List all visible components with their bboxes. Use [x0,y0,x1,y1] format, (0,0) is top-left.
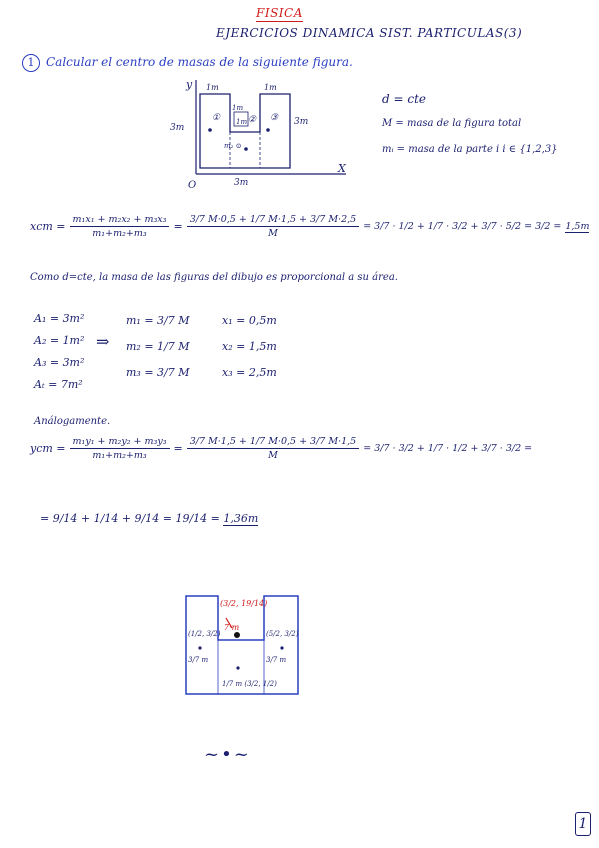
eq-ycm2-result: 1,36m [223,512,259,525]
problem-statement [22,54,353,72]
part-label-1: ① [212,113,221,123]
eq-ycm-num2: 3/7 M·1,5 + 1/7 M·0,5 + 3/7 M·1,5 [187,436,360,449]
eq-xcm-num2: 3/7 M·0,5 + 1/7 M·1,5 + 3/7 M·2,5 [187,214,360,227]
eq-xcm: xcm = $\frac{\text{m₁x₁ + m₂x₂ + m₃x₃}}{\text{m₁+m₂+m₃}}$ = $\frac{3/7 M\cdot 0,5 + 1/7 M\cdot 1,5 + 3/7 M\cdot 2,5}{M}$ = 3/7 · 1/2 + 1/7 · 3/2 + 3/7 · 5/2 = 3/2 = 1,5m [30,214,590,239]
eq-ycm2-text: = 9/14 + 1/14 + 9/14 = 19/14 = [40,512,224,525]
masses-column [126,308,190,386]
analog-heading: Análogamente. [34,416,111,427]
u-shape-outline [200,94,290,168]
eq-xcm-den: m₁+m₂+m₃ [92,228,147,239]
cm-point [234,632,240,638]
subject-title: FISICA [256,6,303,20]
x-3: x₃ = 2,5m [222,366,277,379]
dim-top-right: 1m [264,83,277,92]
eq-ycm-rest: = 3/7 · 3/2 + 1/7 · 1/2 + 3/7 · 3/2 = [363,443,533,454]
problem-text: Calcular el centro de masas de la siguiente figura. [46,55,353,69]
cm-label: (3/2, 19/14) [220,599,268,608]
mass-2: m₂ = 1/7 M [126,340,190,353]
part-label-3: ③ [270,113,279,123]
proportional-paragraph: Como d=cte, la masa de las figuras del dibujo es proporcional a su área. [30,272,398,283]
area-1: A₁ = 3m² [34,312,85,325]
note-M-def: M = masa de la figura total [382,118,522,129]
eq-xcm-den2: M [268,228,278,239]
eq-ycm-lhs: ycm = [30,442,66,455]
eq-ycm-den: m₁+m₂+m₃ [92,450,147,461]
page-number: 1 [575,812,591,836]
figure-2 [180,590,306,700]
bottom-point [236,666,239,669]
x-2: x₂ = 1,5m [222,340,277,353]
area-2: A₂ = 1m² [34,334,85,347]
mass-1: m₁ = 3/7 M [126,314,190,327]
dim-right-height: 3m [294,117,309,127]
area-total: Aₜ = 7m² [34,378,83,391]
eq-xcm-rest: = 3/7 · 1/2 + 1/7 · 3/2 + 3/7 · 5/2 = 3/2 = [363,221,562,232]
mass-3: m₃ = 3/7 M [126,366,190,379]
cm-sub: 7·m [224,623,240,632]
axis-y-label: y [186,78,193,91]
x-1: x₁ = 0,5m [222,314,277,327]
eq-xcm-frac [70,214,170,239]
left-point-label: (1/2, 3/2) [188,630,221,638]
dim-bottom-width: 3m [234,178,249,188]
dim-left-height: 3m [170,123,185,133]
figure-1 [168,72,358,194]
eq-ycm-line2 [40,512,258,525]
point-3 [266,128,270,132]
eq-ycm-den2: M [268,450,278,461]
bottom-mass-label: m₂ ⊙ [224,142,242,150]
eq-ycm: ycm = $\frac{\text{m₁y₁ + m₂y₂ + m₃y₃}}{\text{m₁+m₂+m₃}}$ = $\frac{3/7 M\cdot 1,5 + 1/7 M\cdot 0,5 + 3/7 M\cdot 1,5}{M}$ = 3/7 · 3/2 + 1/7 · 1/2 + 3/7 · 3/2 = [30,436,533,461]
end-flourish: ~•~ [204,744,251,765]
right-point [280,646,283,649]
right-mass-label: 3/7 m [266,656,287,664]
eq-ycm-frac2 [187,436,360,461]
point-1 [208,128,212,132]
eq-ycm-num: m₁y₁ + m₂y₂ + m₃y₃ [70,436,170,449]
part-label-2: ② [248,115,257,125]
note-dcte: d = cte [382,92,427,106]
eq-xcm-result: 1,5m [565,220,590,232]
bottom-point-label: 1/7 m (3/2, 1/2) [222,680,277,688]
eq-xcm-frac2 [187,214,360,239]
axis-x-label: X [338,162,346,175]
worksheet-title: EJERCICIOS DINAMICA SIST. PARTICULAS(3) [216,26,523,40]
areas-column [34,308,84,396]
eq-ycm-frac [70,436,170,461]
x-positions-column [222,308,277,386]
dim-inner-width: 1m [236,118,248,126]
area-3: A₃ = 3m² [34,356,85,369]
note-mi-def: mᵢ = masa de la parte i i ∈ {1,2,3} [382,144,558,155]
right-point-label: (5/2, 3/2) [266,630,299,638]
dim-inner-height: 1m [232,104,244,112]
origin-label: O [188,180,197,191]
eq-xcm-lhs: xcm = [30,220,66,233]
problem-number: 1 [22,54,40,72]
left-mass-label: 3/7 m [188,656,209,664]
implies-arrow: ⇒ [96,332,110,351]
point-2 [244,147,248,151]
eq-xcm-num: m₁x₁ + m₂x₂ + m₃x₃ [70,214,170,227]
left-point [198,646,201,649]
dim-top-left: 1m [206,83,219,92]
